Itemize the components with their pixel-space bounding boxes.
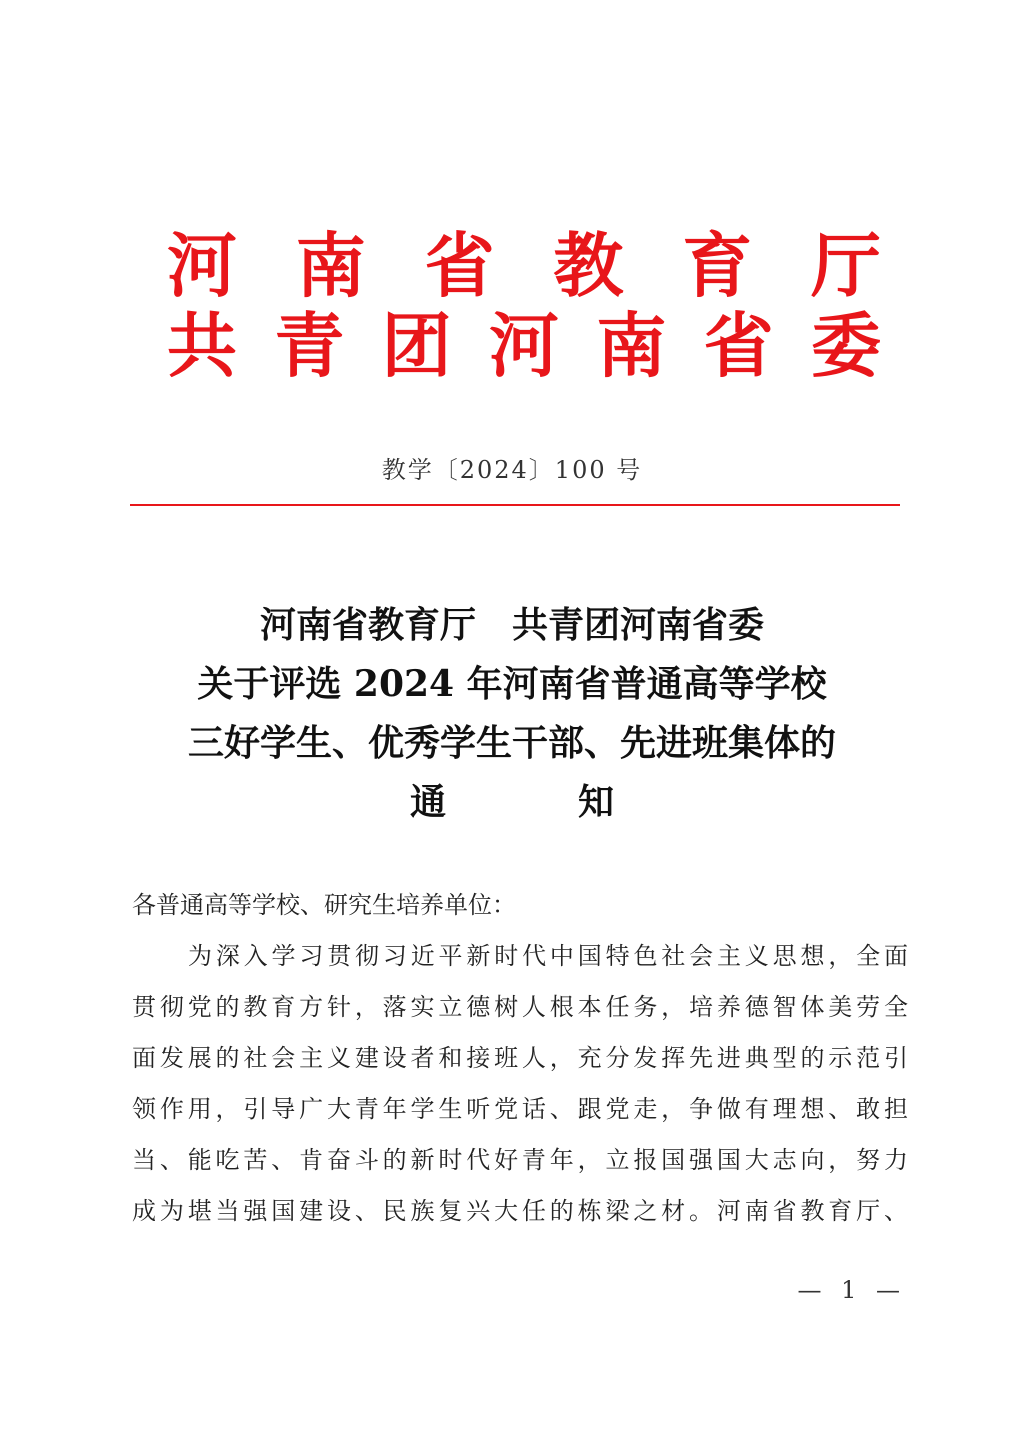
header-char: 省: [703, 305, 774, 387]
title-issuer-a: 河南省教育厅: [259, 604, 476, 646]
header-char: 南: [295, 225, 366, 307]
title-line-1: [0, 596, 1024, 655]
red-divider-line: [130, 504, 900, 506]
document-title: [0, 596, 1024, 832]
header-char: 厅: [810, 225, 881, 307]
body-line: 面发展的社会主义建设者和接班人，充分发挥先进典型的示范引: [132, 1044, 908, 1072]
header-char: 育: [682, 225, 753, 307]
header-char: 青: [274, 305, 345, 387]
title-issuer-b: 共青团河南省委: [512, 604, 765, 646]
header-char: 委: [810, 305, 881, 387]
body-line: 领作用，引导广大青年学生听党话、跟党走，争做有理想、敢担: [132, 1095, 908, 1123]
title-char-a: 通: [409, 781, 446, 823]
issuer-header-line-1: [162, 226, 886, 306]
title-line-3: 三好学生、优秀学生干部、先进班集体的: [187, 722, 836, 764]
body-line: 贯彻党的教育方针，落实立德树人根本任务，培养德智体美劳全: [132, 993, 908, 1021]
title-char-b: 知: [578, 781, 615, 823]
header-char: 省: [424, 225, 495, 307]
page-number: — 1 —: [797, 1276, 906, 1304]
header-char: 河: [488, 305, 559, 387]
document-number: 教学〔2024〕100 号: [381, 456, 643, 484]
salutation: 各普通高等学校、研究生培养单位：: [132, 891, 516, 919]
header-char: 教: [553, 225, 624, 307]
issuer-header-line-2: [162, 306, 886, 386]
body-line: 成为堪当强国建设、民族复兴大任的栋梁之材。河南省教育厅、: [132, 1197, 908, 1225]
body-line: 当、能吃苦、肯奋斗的新时代好青年，立报国强国大志向，努力: [132, 1146, 908, 1174]
body-line: 为深入学习贯彻习近平新时代中国特色社会主义思想，全面: [188, 942, 908, 970]
header-char: 共: [167, 305, 237, 387]
header-char: 南: [596, 305, 667, 387]
document-body: [132, 880, 908, 1237]
header-char: 河: [167, 225, 237, 307]
title-line-2: 关于评选 2024 年河南省普通高等学校: [197, 663, 827, 705]
title-line-4: [0, 773, 1024, 832]
header-char: 团: [381, 305, 452, 387]
